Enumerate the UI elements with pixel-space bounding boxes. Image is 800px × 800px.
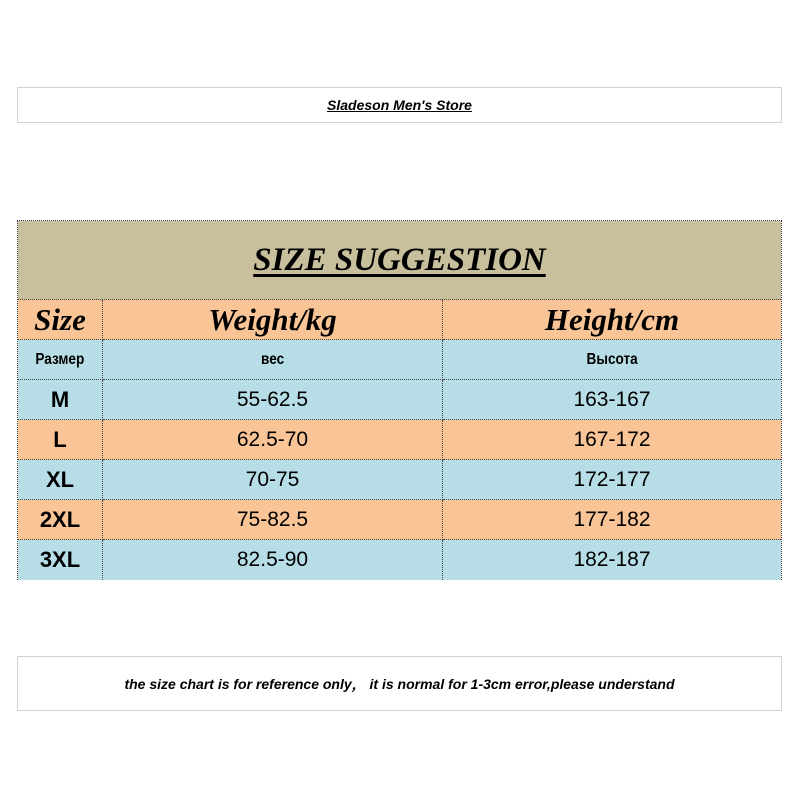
size-value: 3XL <box>39 547 81 572</box>
header-size-label: Size <box>34 301 86 337</box>
table-row-size <box>18 540 103 580</box>
header-weight <box>103 300 443 340</box>
table-row-height <box>443 380 781 420</box>
table-row-weight <box>103 380 443 420</box>
size-value: L <box>53 426 67 452</box>
header-ru-size <box>18 340 103 380</box>
header-ru-height <box>443 340 781 380</box>
header-ru-weight-label: вес <box>260 350 285 368</box>
weight-value: 62.5-70 <box>236 427 309 451</box>
height-value: 182-187 <box>573 548 651 571</box>
table-row-height <box>443 460 781 500</box>
weight-value: 82.5-90 <box>236 548 309 571</box>
table-row-height <box>443 500 781 540</box>
height-value: 167-172 <box>573 427 651 451</box>
header-height-label: Height/cm <box>544 301 680 337</box>
weight-value: 75-82.5 <box>236 507 309 531</box>
table-row-size <box>18 460 103 500</box>
height-value: 172-177 <box>573 467 651 491</box>
size-value: XL <box>45 466 75 492</box>
size-suggestion-table <box>17 220 782 580</box>
reference-note <box>17 656 782 711</box>
header-height <box>443 300 781 340</box>
height-value: 163-167 <box>573 387 651 411</box>
weight-value: 55-62.5 <box>236 387 309 411</box>
size-value: 2XL <box>39 506 81 532</box>
store-banner <box>17 87 782 123</box>
header-weight-label: Weight/kg <box>208 301 337 337</box>
store-name: Sladeson Men's Store <box>327 97 472 113</box>
table-row-size <box>18 420 103 460</box>
table-title: SIZE SUGGESTION <box>253 241 546 278</box>
table-row-height <box>443 420 781 460</box>
header-ru-height-label: Высота <box>586 350 638 368</box>
header-size <box>18 300 103 340</box>
table-row-size <box>18 500 103 540</box>
table-row-weight <box>103 460 443 500</box>
header-ru-weight <box>103 340 443 380</box>
table-row-height <box>443 540 781 580</box>
table-title-cell <box>18 221 781 300</box>
table-row-weight <box>103 500 443 540</box>
reference-note-text: the size chart is for reference only， it is normal for 1-3cm error,please understand <box>124 675 675 692</box>
height-value: 177-182 <box>573 507 651 531</box>
table-row-weight <box>103 420 443 460</box>
header-ru-size-label: Размер <box>35 350 85 368</box>
table-row-weight <box>103 540 443 580</box>
table-row-size <box>18 380 103 420</box>
weight-value: 70-75 <box>245 467 300 491</box>
size-value: M <box>50 386 70 412</box>
